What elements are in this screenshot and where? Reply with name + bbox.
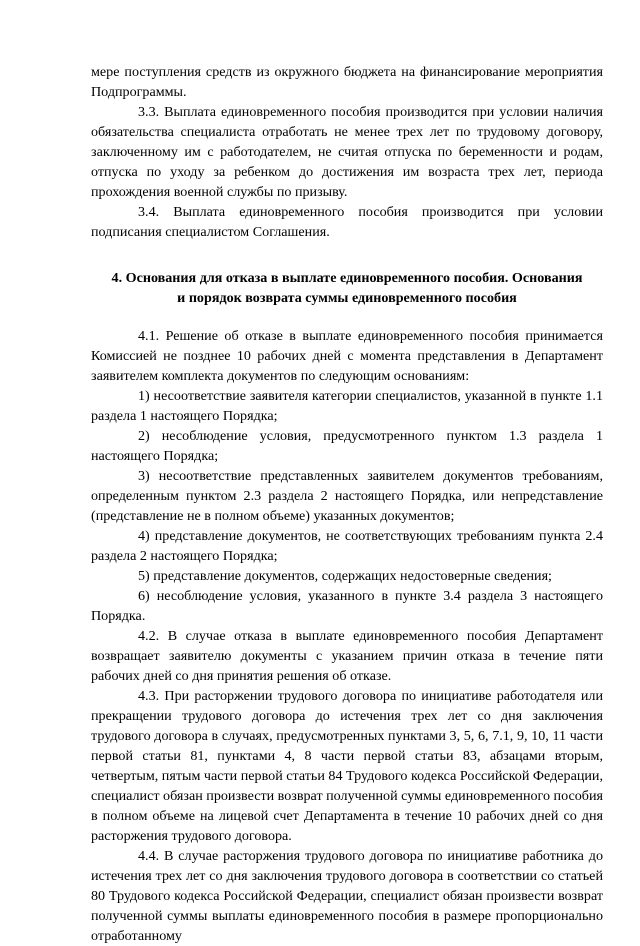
list-item-4-1-5: 5) представление документов, содержащих недостоверные сведения; (138, 568, 552, 584)
paragraph-3-4: 3.4. Выплата единовременного пособия производится при условии подписания специалистом Соглашения. (91, 204, 603, 240)
list-item-4-1-2: 2) несоблюдение условия, предусмотренного пунктом 1.3 раздела 1 настоящего Порядка; (91, 428, 603, 464)
section-4-heading-line1: 4. Основания для отказа в выплате единовременного пособия. Основания (111, 270, 583, 286)
list-item-4-1-6: 6) несоблюдение условия, указанного в пункте 3.4 раздела 3 настоящего Порядка. (91, 588, 603, 624)
document-page (91, 62, 603, 946)
list-item-4-1-1: 1) несоответствие заявителя категории специалистов, указанной в пункте 1.1 раздела 1 настоящего Порядка; (91, 388, 603, 424)
paragraph-4-1: 4.1. Решение об отказе в выплате единовременного пособия принимается Комиссией не позднее 10 рабочих дней с момента представления в Департамент заявителем комплекта документов по следующим основаниям: (91, 328, 603, 384)
list-item-4-1-3: 3) несоответствие представленных заявителем документов требованиям, определенным пунктом 2.3 раздела 2 настоящего Порядка, или непредставление (представление не в полном объеме) указанных документов; (91, 468, 603, 524)
list-item-4-1-4: 4) представление документов, не соответствующих требованиям пункта 2.4 раздела 2 настоящего Порядка; (91, 528, 603, 564)
paragraph-4-4: 4.4. В случае расторжения трудового договора по инициативе работника до истечения трех лет со дня заключения трудового договора в соответствии со статьей 80 Трудового кодекса Российской Федерации, специалист обязан произвести возврат полученной суммы выплаты единовременного пособия в размере пропорционально отработанному (91, 848, 603, 944)
paragraph-3-3: 3.3. Выплата единовременного пособия производится при условии наличия обязательства специалиста отработать не менее трех лет по трудовому договору, заключенному им с работодателем, не считая отпуска по беременности и родам, отпуска по уходу за ребенком до достижения им возраста трех лет, периода прохождения военной службы по призыву. (91, 104, 603, 200)
paragraph-4-2: 4.2. В случае отказа в выплате единовременного пособия Департамент возвращает заявителю документы с указанием причин отказа в течение пяти рабочих дней со дня принятия решения об отказе. (91, 628, 603, 684)
paragraph-3-2-tail: мере поступления средств из окружного бюджета на финансирование мероприятия Подпрограммы. (91, 64, 603, 100)
paragraph-4-3: 4.3. При расторжении трудового договора по инициативе работодателя или прекращении трудового договора до истечения трех лет со дня заключения трудового договора в случаях, предусмотренных пунктами 3, 5, 6, 7.1, 9, 10, 11 части первой статьи 81, пунктами 4, 8 части первой статьи 83, абзацами вторым, четвертым, пятым части первой статьи 84 Трудового кодекса Российской Федерации, специалист обязан произвести возврат полученной суммы единовременного пособия в полном объеме на лицевой счет Департамента в течение 10 рабочих дней со дня расторжения трудового договора. (91, 688, 603, 844)
section-4-heading-line2: и порядок возврата суммы единовременного пособия (177, 290, 517, 306)
section-4-heading (91, 268, 603, 308)
